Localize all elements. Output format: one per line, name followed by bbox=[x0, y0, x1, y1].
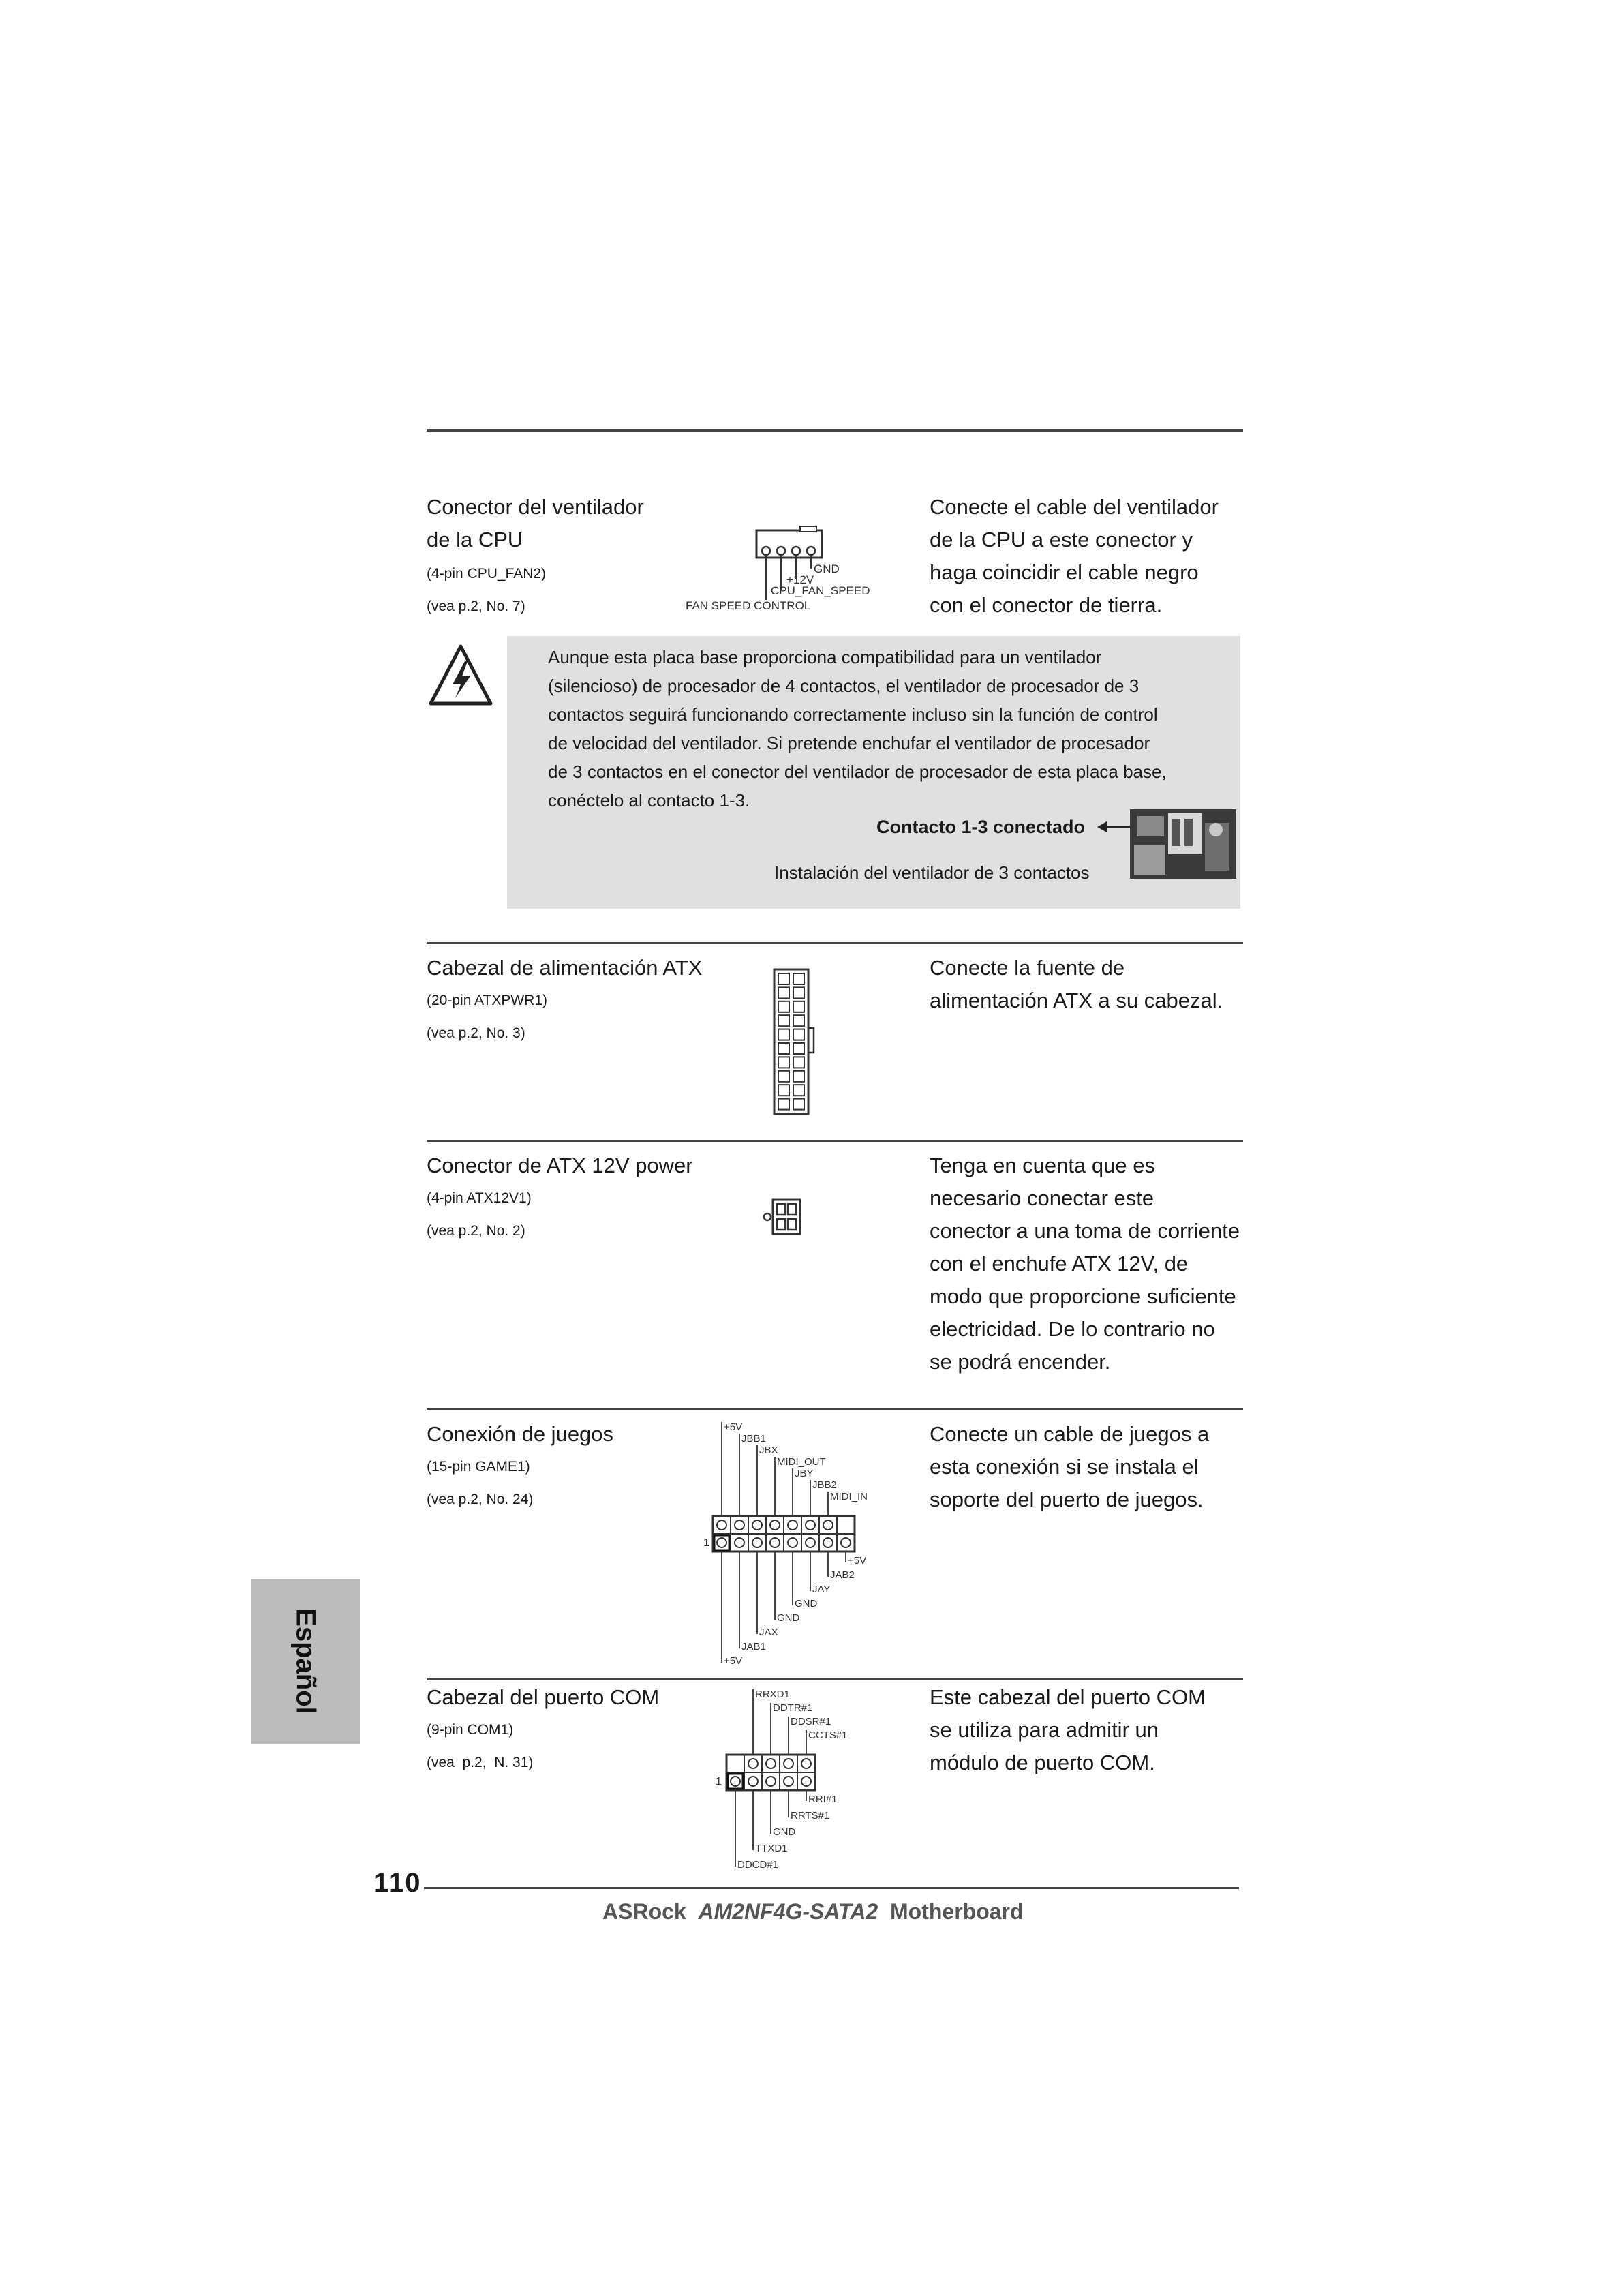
game-description: Conecte un cable de juegos a esta conexión si se instala el soporte del puerto de juegos. bbox=[930, 1422, 1210, 1511]
atx-pin bbox=[778, 1029, 789, 1040]
com-pin bbox=[748, 1759, 758, 1768]
game-top-label: JBB2 bbox=[812, 1479, 837, 1491]
com-pin bbox=[766, 1777, 776, 1786]
cpu-fan-diagram bbox=[679, 525, 883, 620]
cpu-fan-pin: (4-pin CPU_FAN2) bbox=[427, 566, 547, 581]
footer-brand: ASRock bbox=[602, 1899, 686, 1924]
game-bottom-label: GND bbox=[795, 1598, 818, 1610]
game-pin bbox=[823, 1538, 833, 1547]
com-top-label: CCTS#1 bbox=[808, 1729, 848, 1741]
atx-pin bbox=[778, 1099, 789, 1110]
cpu-fan-title: Conector del ventilador de la CPU bbox=[427, 495, 644, 552]
atx-connector-body bbox=[774, 969, 808, 1114]
atx-latch bbox=[808, 1028, 814, 1053]
game-top-label: +5V bbox=[724, 1421, 743, 1433]
game-pin bbox=[770, 1538, 780, 1547]
com-description: Este cabezal del puerto COM se utiliza para admitir un módulo de puerto COM. bbox=[930, 1685, 1206, 1774]
game-pin bbox=[770, 1520, 780, 1530]
game-diagram bbox=[699, 1419, 897, 1689]
com-top-label: DDSR#1 bbox=[791, 1716, 831, 1727]
atx-power-ref: (vea p.2, No. 3) bbox=[427, 1025, 525, 1041]
com-top-label: DDTR#1 bbox=[773, 1702, 813, 1714]
com-bottom-label: RRI#1 bbox=[808, 1794, 838, 1805]
game-bottom-label: GND bbox=[777, 1612, 800, 1624]
com-pin bbox=[801, 1759, 811, 1768]
atx-power-diagram bbox=[771, 968, 819, 1115]
game-pin bbox=[735, 1520, 744, 1530]
com-top-label: RRXD1 bbox=[755, 1689, 790, 1700]
language-tab: Español bbox=[251, 1579, 360, 1744]
com-ref: (vea p.2, N. 31) bbox=[427, 1755, 534, 1770]
atx-pin bbox=[778, 1043, 789, 1054]
game-ref: (vea p.2, No. 24) bbox=[427, 1492, 534, 1507]
cpu-fan-gnd-label: GND bbox=[814, 562, 840, 575]
game-pin bbox=[717, 1520, 726, 1530]
install-label: Instalación del ventilador de 3 contactos bbox=[774, 862, 1090, 883]
com-pin bbox=[748, 1777, 758, 1786]
atx-pin bbox=[778, 1085, 789, 1096]
game-pin bbox=[717, 1538, 726, 1547]
atx-pin bbox=[793, 973, 804, 984]
com-pin bbox=[801, 1777, 811, 1786]
game-pin bbox=[752, 1538, 762, 1547]
game-pin bbox=[841, 1538, 851, 1547]
game-pin: (15-pin GAME1) bbox=[427, 1459, 530, 1475]
top-rule bbox=[427, 429, 1243, 432]
atx-pin bbox=[778, 1015, 789, 1026]
atx-pin bbox=[793, 1085, 804, 1096]
atx-pin bbox=[793, 1043, 804, 1054]
game-top-label: JBX bbox=[759, 1445, 778, 1456]
cpu-fan-12v-label: +12V bbox=[786, 573, 814, 586]
atx-pin bbox=[778, 1001, 789, 1012]
atx12v-diagram bbox=[761, 1197, 808, 1238]
game-bottom-label: +5V bbox=[724, 1655, 743, 1667]
footer-title bbox=[602, 1899, 1024, 1924]
atx-power-description: Conecte la fuente de alimentación ATX a su cabezal. bbox=[930, 956, 1223, 1012]
atx12v-ref: (vea p.2, No. 2) bbox=[427, 1223, 525, 1239]
warning-icon bbox=[427, 641, 495, 709]
game-top-label: MIDI_OUT bbox=[777, 1456, 826, 1468]
game-pin bbox=[788, 1520, 797, 1530]
com-bottom-label: RRTS#1 bbox=[791, 1810, 830, 1822]
com-pin bbox=[784, 1759, 793, 1768]
com-pin1-label: 1 bbox=[716, 1776, 722, 1787]
game-pin bbox=[752, 1520, 762, 1530]
game-pin bbox=[788, 1538, 797, 1547]
com-pin bbox=[731, 1777, 740, 1786]
cpu-fan-ref: (vea p.2, No. 7) bbox=[427, 599, 525, 614]
page-number: 110 bbox=[373, 1868, 422, 1898]
note-box bbox=[507, 636, 1240, 909]
com-pin: (9-pin COM1) bbox=[427, 1722, 514, 1738]
com-title: Cabezal del puerto COM bbox=[427, 1685, 660, 1709]
atx-pin bbox=[778, 1071, 789, 1082]
game-pin bbox=[806, 1520, 815, 1530]
footer-model: AM2NF4G-SATA2 bbox=[698, 1899, 878, 1924]
game-bottom-label: JAB2 bbox=[830, 1569, 855, 1581]
atx12v-title: Conector de ATX 12V power bbox=[427, 1153, 693, 1177]
footer-suffix: Motherboard bbox=[889, 1899, 1024, 1924]
atx12v-pin: (4-pin ATX12V1) bbox=[427, 1190, 532, 1206]
com-bottom-label: DDCD#1 bbox=[737, 1859, 779, 1871]
com-bottom-label: TTXD1 bbox=[755, 1843, 788, 1854]
game-top-label: MIDI_IN bbox=[830, 1491, 868, 1502]
game-pin bbox=[823, 1520, 833, 1530]
cpu-fan-description: Conecte el cable del ventilador de la CPU a este conector y haga coincidir el cable negro con el conector de tierra. bbox=[930, 495, 1219, 617]
game-pin bbox=[806, 1538, 815, 1547]
game-bottom-label: +5V bbox=[848, 1555, 867, 1567]
cpu-fan-speed-label: CPU_FAN_SPEED bbox=[771, 584, 870, 597]
game-pin bbox=[735, 1538, 744, 1547]
footer-rule bbox=[424, 1887, 1239, 1889]
atx-pin bbox=[793, 1099, 804, 1110]
note-text: Aunque esta placa base proporciona compatibilidad para un ventilador (silencioso) de procesador de 4 contactos, el ventilador de procesador de 3 contactos seguirá funcionando correctamente incluso sin la función de control de velocidad del ventilador. Si pretende enchufar el ventilador de procesador de 3 contactos en el conector del ventilador de procesador de esta placa base, conéctelo al contacto 1-3. bbox=[548, 647, 1167, 811]
atx12v-description: Tenga en cuenta que es necesario conectar este conector a una toma de corriente con el enchufe ATX 12V, de modo que proporcione suficiente electricidad. De lo contrario no se podrá encender. bbox=[930, 1153, 1240, 1374]
atx-pin bbox=[778, 1057, 789, 1068]
cpu-fan-control-label: FAN SPEED CONTROL bbox=[686, 599, 811, 612]
atx-pin bbox=[778, 987, 789, 998]
section-rule bbox=[427, 1408, 1243, 1410]
atx-pin bbox=[793, 1057, 804, 1068]
atx-pin bbox=[793, 1001, 804, 1012]
game-bottom-label: JAB1 bbox=[741, 1641, 766, 1652]
game-title: Conexión de juegos bbox=[427, 1422, 614, 1446]
game-pin1-label: 1 bbox=[703, 1537, 709, 1549]
contact-label: Contacto 1-3 conectado bbox=[876, 817, 1086, 837]
com-bottom-label: GND bbox=[773, 1826, 796, 1838]
game-bottom-label: JAY bbox=[812, 1584, 831, 1595]
atx-power-pin: (20-pin ATXPWR1) bbox=[427, 993, 547, 1008]
atx-power-title: Cabezal de alimentación ATX bbox=[427, 956, 703, 980]
fan-install-photo bbox=[1130, 809, 1236, 879]
atx-pin bbox=[793, 1029, 804, 1040]
game-top-label: JBY bbox=[795, 1468, 814, 1479]
section-rule bbox=[427, 1140, 1243, 1142]
section-rule bbox=[427, 1678, 1243, 1680]
atx-pin bbox=[793, 1071, 804, 1082]
atx-pin bbox=[793, 987, 804, 998]
game-top-label: JBB1 bbox=[741, 1433, 766, 1445]
com-pin bbox=[784, 1777, 793, 1786]
game-bottom-label: JAX bbox=[759, 1627, 778, 1638]
section-rule bbox=[427, 942, 1243, 944]
com-diagram bbox=[709, 1687, 879, 1871]
atx-pin bbox=[778, 973, 789, 984]
com-pin bbox=[766, 1759, 776, 1768]
atx-pin bbox=[793, 1015, 804, 1026]
